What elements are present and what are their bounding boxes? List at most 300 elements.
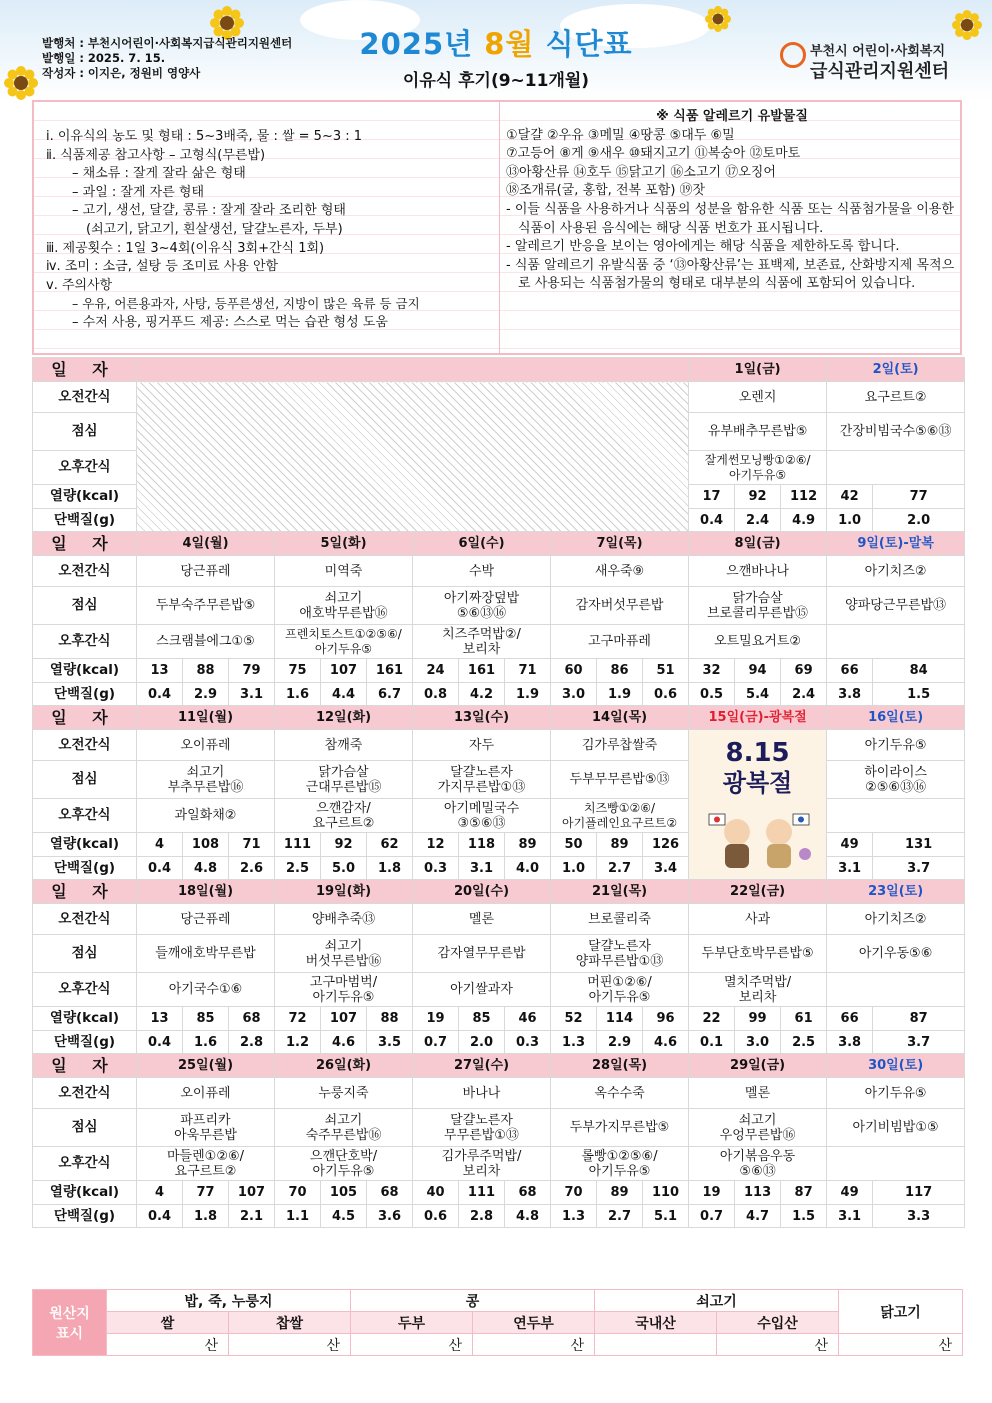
allergen-line: ⑬아황산류 ⑭호두 ⑮닭고기 ⑯소고기 ⑰오징어: [506, 164, 776, 180]
menu-lunch: 닭가슴살 브로콜리무른밥⑮: [689, 587, 827, 625]
row-label: 열량(kcal): [33, 1181, 137, 1205]
menu-pm: 머핀①②⑥/ 아기두유⑤: [551, 973, 689, 1007]
protein-value: 0.4: [137, 857, 183, 880]
menu-lunch: 쇠고기 버섯무른밥⑯: [275, 935, 413, 973]
origin-value: 산: [473, 1334, 595, 1356]
kcal-value: 107: [321, 659, 367, 683]
protein-value: 2.0: [873, 509, 965, 532]
kcal-value: 60: [551, 659, 597, 683]
kcal-value: 86: [597, 659, 643, 683]
protein-value: 2.8: [459, 1205, 505, 1228]
guide-line: – 과일 : 잘게 자른 형태: [72, 184, 205, 200]
protein-value: 3.8: [827, 1031, 873, 1054]
menu-row: [33, 556, 965, 587]
row-label: 오전간식: [33, 382, 137, 413]
menu-row: [33, 1147, 965, 1181]
menu-lunch: 달걀노른자 무무른밥①⑬: [413, 1109, 551, 1147]
origin-value: 산: [839, 1334, 963, 1356]
protein-value: 1.6: [275, 683, 321, 706]
info-panel: [32, 100, 962, 355]
menu-lunch: 닭가슴살 근대무른밥⑮: [275, 761, 413, 799]
kcal-value: 89: [597, 1181, 643, 1205]
allergen-note: - 이들 식품을 사용하거나 식품의 성분을 함유한 식품 또는 식품첨가물을 이용한 식품이 사용된 음식에는 해당 식품 번호가 표시됩니다.: [506, 201, 954, 236]
origin-title: 원산지: [49, 1305, 90, 1322]
row-label: 일 자: [33, 358, 137, 382]
menu-pm: 으깬감자/ 요구르트②: [275, 799, 413, 833]
kcal-value: 46: [505, 1007, 551, 1031]
day-date: 23일(토): [827, 880, 965, 904]
protein-value: 2.9: [183, 683, 229, 706]
protein-value: 4.8: [183, 857, 229, 880]
menu-pm: 잘게썬모닝빵①②⑥/ 아기두유⑤: [689, 451, 827, 485]
menu-row: [33, 1109, 965, 1147]
menu-am: 당근퓨레: [137, 556, 275, 587]
menu-lunch: 두부가지무른밥⑤: [551, 1109, 689, 1147]
protein-value: 1.8: [367, 857, 413, 880]
protein-value: 4.4: [321, 683, 367, 706]
issue-date: 발행일 : 2025. 7. 15.: [42, 51, 166, 65]
menu-row: [33, 683, 965, 706]
menu-pm: 치즈주먹밥②/ 보리차: [413, 625, 551, 659]
kcal-value: 118: [459, 833, 505, 857]
menu-row: [33, 1181, 965, 1205]
menu-lunch: 들깨애호박무른밥: [137, 935, 275, 973]
row-label: 오후간식: [33, 625, 137, 659]
kcal-value: 68: [367, 1181, 413, 1205]
guide-line: – 수저 사용, 핑거푸드 제공: 스스로 먹는 습관 형성 도움: [72, 314, 388, 330]
row-label: 열량(kcal): [33, 833, 137, 857]
publisher: 발행처 : 부천시어린이·사회복지급식관리지원센터: [42, 36, 293, 50]
menu-am: 아기치즈②: [827, 556, 965, 587]
day-date: 12일(화): [275, 706, 413, 730]
protein-value: 3.0: [551, 683, 597, 706]
menu-lunch: 감자버섯무른밥: [551, 587, 689, 625]
menu-am: 아기치즈②: [827, 904, 965, 935]
menu-pm: 스크램블에그①⑤: [137, 625, 275, 659]
menu-lunch: 쇠고기 부추무른밥⑯: [137, 761, 275, 799]
protein-value: 4.7: [735, 1205, 781, 1228]
kcal-value: 117: [873, 1181, 965, 1205]
kcal-value: 50: [551, 833, 597, 857]
origin-title: 표시: [55, 1325, 84, 1342]
menu-am: 새우죽⑨: [551, 556, 689, 587]
menu-row: [33, 625, 965, 659]
row-label: 오전간식: [33, 1078, 137, 1109]
protein-value: 2.8: [229, 1031, 275, 1054]
menu-lunch: 쇠고기 우엉무른밥⑯: [689, 1109, 827, 1147]
origin-value: 산: [229, 1334, 351, 1356]
protein-value: 3.1: [459, 857, 505, 880]
smile-logo-icon: [780, 42, 806, 68]
row-label: 오전간식: [33, 556, 137, 587]
org-name-line2: 급식관리지원센터: [810, 61, 950, 82]
row-label: 열량(kcal): [33, 485, 137, 509]
day-date: 7일(목): [551, 532, 689, 556]
origin-value: 산: [717, 1334, 839, 1356]
kcal-value: 107: [229, 1181, 275, 1205]
protein-value: 3.6: [367, 1205, 413, 1228]
guide-line: (쇠고기, 닭고기, 흰살생선, 달걀노른자, 두부): [86, 221, 343, 237]
holiday-illustration: [693, 737, 823, 870]
row-label: 열량(kcal): [33, 1007, 137, 1031]
menu-am: 바나나: [413, 1078, 551, 1109]
kcal-value: 75: [275, 659, 321, 683]
menu-pm: 치즈빵①②⑥/ 아기플레인요구르트②: [551, 799, 689, 833]
kcal-value: 161: [459, 659, 505, 683]
kcal-value: 131: [873, 833, 965, 857]
day-date: 15일(금)-광복절: [689, 706, 827, 730]
kcal-value: 110: [643, 1181, 689, 1205]
row-label: 점심: [33, 935, 137, 973]
kcal-value: 85: [459, 1007, 505, 1031]
kcal-value: 105: [321, 1181, 367, 1205]
menu-pm: [827, 1147, 965, 1181]
protein-value: 0.6: [413, 1205, 459, 1228]
menu-row: [33, 1078, 965, 1109]
guide-line: ⅳ. 조미 : 소금, 설탕 등 조미료 사용 안함: [46, 259, 279, 275]
day-date: 6일(수): [413, 532, 551, 556]
menu-pm: 프렌치토스트①②⑤⑥/ 아기두유⑤: [275, 625, 413, 659]
kcal-value: 52: [551, 1007, 597, 1031]
kcal-value: 68: [505, 1181, 551, 1205]
kcal-value: 161: [367, 659, 413, 683]
row-label: 점심: [33, 587, 137, 625]
kcal-value: 49: [827, 833, 873, 857]
day-date: 29일(금): [689, 1054, 827, 1078]
menu-am: 아기두유⑤: [827, 730, 965, 761]
kcal-value: 77: [873, 485, 965, 509]
row-label: 오후간식: [33, 973, 137, 1007]
kcal-value: 4: [137, 833, 183, 857]
row-label: 단백질(g): [33, 509, 137, 532]
row-label: 일 자: [33, 880, 137, 904]
menu-pm: 오트밀요거트②: [689, 625, 827, 659]
protein-value: 0.1: [689, 1031, 735, 1054]
origin-value: [595, 1334, 717, 1356]
kcal-value: 87: [781, 1181, 827, 1205]
protein-value: 4.9: [781, 509, 827, 532]
protein-value: 1.9: [505, 683, 551, 706]
org-name-line1: 부천시 어린이·사회복지: [810, 44, 946, 59]
menu-lunch: 간장비빔국수⑤⑥⑬: [827, 413, 965, 451]
allergen-note: - 알레르기 반응을 보이는 영아에게는 해당 식품을 제한하도록 합니다.: [506, 239, 900, 255]
day-date: 22일(금): [689, 880, 827, 904]
guide-line: ⅲ. 제공횟수 : 1일 3~4회(이유식 3회+간식 1회): [46, 240, 325, 256]
day-date: 21일(목): [551, 880, 689, 904]
protein-value: 1.6: [183, 1031, 229, 1054]
menu-row: [33, 659, 965, 683]
kcal-value: 87: [873, 1007, 965, 1031]
protein-value: 0.3: [413, 857, 459, 880]
author: 작성자 : 이지은, 정원비 영양사: [42, 66, 201, 80]
protein-value: 1.0: [827, 509, 873, 532]
kcal-value: 113: [735, 1181, 781, 1205]
protein-value: 1.0: [551, 857, 597, 880]
row-label: 단백질(g): [33, 1205, 137, 1228]
origin-group: 닭고기: [839, 1290, 963, 1334]
protein-value: 2.5: [781, 1031, 827, 1054]
date-row: [33, 880, 965, 904]
date-row: [33, 358, 965, 382]
protein-value: 2.6: [229, 857, 275, 880]
day-date: 8일(금): [689, 532, 827, 556]
row-label: 오전간식: [33, 904, 137, 935]
kcal-value: 40: [413, 1181, 459, 1205]
protein-value: 0.4: [137, 1031, 183, 1054]
guide-line: – 채소류 : 잘게 잘라 삶은 형태: [72, 166, 246, 182]
origin-group: 쇠고기: [595, 1290, 839, 1312]
origin-value: 산: [351, 1334, 473, 1356]
menu-lunch: 감자열무무른밥: [413, 935, 551, 973]
protein-value: 2.7: [597, 1205, 643, 1228]
menu-am: 옥수수죽: [551, 1078, 689, 1109]
guide-line: – 고기, 생선, 달걀, 콩류 : 잘게 잘라 조리한 형태: [72, 203, 346, 219]
guide-line: ⅴ. 주의사항: [46, 277, 113, 293]
protein-value: 2.4: [781, 683, 827, 706]
day-date: 2일(토): [827, 358, 965, 382]
origin-value: 산: [107, 1334, 229, 1356]
menu-lunch: 두부단호박무른밥⑤: [689, 935, 827, 973]
menu-am: 요구르트②: [827, 382, 965, 413]
menu-lunch: 쇠고기 애호박무른밥⑯: [275, 587, 413, 625]
protein-value: 1.5: [873, 683, 965, 706]
day-date: 1일(금): [689, 358, 827, 382]
empty-hatch: [137, 382, 689, 532]
title-month: 8월: [484, 27, 535, 61]
protein-value: 1.9: [597, 683, 643, 706]
menu-lunch: 아기짜장덮밥 ⑤⑥⑬⑯: [413, 587, 551, 625]
protein-value: 3.1: [827, 857, 873, 880]
kcal-value: 42: [827, 485, 873, 509]
date-row: [33, 532, 965, 556]
protein-value: 3.5: [367, 1031, 413, 1054]
protein-value: 5.4: [735, 683, 781, 706]
menu-row: [33, 1205, 965, 1228]
menu-pm: 김가루주먹밥/ 보리차: [413, 1147, 551, 1181]
menu-am: 멜론: [413, 904, 551, 935]
guide-line: ⅰ. 이유식의 농도 및 형태 : 5~3배죽, 물 : 쌀 = 5~3 : 1: [46, 129, 363, 144]
protein-value: 0.4: [137, 1205, 183, 1228]
day-date: 18일(월): [137, 880, 275, 904]
day-date: 9일(토)-말복: [827, 532, 965, 556]
kcal-value: 111: [459, 1181, 505, 1205]
protein-value: 0.6: [643, 683, 689, 706]
allergen-line: ①달걀 ②우유 ③메밀 ④땅콩 ⑤대두 ⑥밀: [506, 127, 735, 143]
protein-value: 2.1: [229, 1205, 275, 1228]
protein-value: 4.2: [459, 683, 505, 706]
day-date: 4일(월): [137, 532, 275, 556]
kcal-value: 88: [367, 1007, 413, 1031]
protein-value: 6.7: [367, 683, 413, 706]
protein-value: 1.2: [275, 1031, 321, 1054]
day-date: 28일(목): [551, 1054, 689, 1078]
menu-am: 양배추죽⑬: [275, 904, 413, 935]
day-date: 5일(화): [275, 532, 413, 556]
day-date: 20일(수): [413, 880, 551, 904]
protein-value: 1.5: [781, 1205, 827, 1228]
menu-row: [33, 1031, 965, 1054]
holiday-cell: [689, 730, 827, 880]
row-label: 일 자: [33, 1054, 137, 1078]
kcal-value: 13: [137, 659, 183, 683]
day-date: 19일(화): [275, 880, 413, 904]
row-label: 열량(kcal): [33, 659, 137, 683]
menu-am: 미역죽: [275, 556, 413, 587]
kcal-value: 17: [689, 485, 735, 509]
protein-value: 0.4: [137, 683, 183, 706]
kcal-value: 68: [229, 1007, 275, 1031]
row-label: 오전간식: [33, 730, 137, 761]
menu-am: 아기두유⑤: [827, 1078, 965, 1109]
kcal-value: 94: [735, 659, 781, 683]
protein-value: 5.0: [321, 857, 367, 880]
kcal-value: 79: [229, 659, 275, 683]
menu-lunch: 쇠고기 숙주무른밥⑯: [275, 1109, 413, 1147]
kcal-value: 66: [827, 659, 873, 683]
kcal-value: 72: [275, 1007, 321, 1031]
protein-value: 5.1: [643, 1205, 689, 1228]
kcal-value: 12: [413, 833, 459, 857]
protein-value: 2.4: [735, 509, 781, 532]
row-label: 오후간식: [33, 799, 137, 833]
kcal-value: 4: [137, 1181, 183, 1205]
row-label: 점심: [33, 413, 137, 451]
menu-pm: 아기국수①⑥: [137, 973, 275, 1007]
kcal-value: 22: [689, 1007, 735, 1031]
day-date: 27일(수): [413, 1054, 551, 1078]
kcal-value: 111: [275, 833, 321, 857]
origin-item: 연두부: [473, 1312, 595, 1334]
origin-item: 찹쌀: [229, 1312, 351, 1334]
menu-pm: 과일화채②: [137, 799, 275, 833]
menu-lunch: 파프리카 아욱무른밥: [137, 1109, 275, 1147]
menu-am: 으깬바나나: [689, 556, 827, 587]
protein-value: 4.6: [643, 1031, 689, 1054]
kcal-value: 49: [827, 1181, 873, 1205]
origin-label: [33, 1290, 107, 1356]
protein-value: 1.8: [183, 1205, 229, 1228]
menu-row: [33, 973, 965, 1007]
protein-value: 3.7: [873, 1031, 965, 1054]
origin-group: 밥, 죽, 누룽지: [107, 1290, 351, 1312]
row-label: 점심: [33, 761, 137, 799]
protein-value: 2.0: [459, 1031, 505, 1054]
kcal-value: 24: [413, 659, 459, 683]
kcal-value: 89: [505, 833, 551, 857]
date-row: [33, 1054, 965, 1078]
protein-value: 1.3: [551, 1205, 597, 1228]
origin-item: 국내산: [595, 1312, 717, 1334]
menu-pm: 아기볶음우동 ⑤⑥⑬: [689, 1147, 827, 1181]
menu-row: [33, 1007, 965, 1031]
protein-value: 2.9: [597, 1031, 643, 1054]
kcal-value: 92: [321, 833, 367, 857]
protein-value: 4.8: [505, 1205, 551, 1228]
menu-am: 오이퓨레: [137, 1078, 275, 1109]
row-label: 일 자: [33, 532, 137, 556]
row-label: 단백질(g): [33, 857, 137, 880]
menu-row: [33, 935, 965, 973]
kcal-value: 99: [735, 1007, 781, 1031]
feeding-guidelines: [46, 128, 501, 333]
row-label: 오후간식: [33, 1147, 137, 1181]
protein-value: 1.3: [551, 1031, 597, 1054]
origin-item: 쌀: [107, 1312, 229, 1334]
menu-table: [32, 357, 965, 1228]
menu-am: 누룽지죽: [275, 1078, 413, 1109]
kcal-value: 84: [873, 659, 965, 683]
menu-am: 당근퓨레: [137, 904, 275, 935]
row-label: 점심: [33, 1109, 137, 1147]
protein-value: 2.7: [597, 857, 643, 880]
kcal-value: 77: [183, 1181, 229, 1205]
menu-am: 사과: [689, 904, 827, 935]
menu-pm: 멸치주먹밥/ 보리차: [689, 973, 827, 1007]
protein-value: 0.7: [689, 1205, 735, 1228]
menu-lunch: 달걀노른자 양파무른밥①⑬: [551, 935, 689, 973]
protein-value: 3.4: [643, 857, 689, 880]
holiday-number: 8.15: [725, 737, 790, 768]
kcal-value: 71: [229, 833, 275, 857]
menu-pm: 고구마퓨레: [551, 625, 689, 659]
menu-pm: 아기쌀과자: [413, 973, 551, 1007]
protein-value: 0.4: [689, 509, 735, 532]
page-subtitle: 이유식 후기(9~11개월): [402, 71, 590, 91]
kcal-value: 92: [735, 485, 781, 509]
menu-pm: 아기메밀국수 ③⑤⑥⑬: [413, 799, 551, 833]
menu-pm: 마들렌①②⑥/ 요구르트②: [137, 1147, 275, 1181]
guide-line: ⅱ. 식품제공 참고사항 – 고형식(무른밥): [46, 147, 266, 163]
kcal-value: 19: [689, 1181, 735, 1205]
protein-value: 4.0: [505, 857, 551, 880]
allergen-line: ⑱조개류(굴, 홍합, 전복 포함) ⑲잣: [506, 183, 706, 199]
menu-row: [33, 904, 965, 935]
menu-lunch: 달걀노른자 가지무른밥①⑬: [413, 761, 551, 799]
origin-group: 콩: [351, 1290, 595, 1312]
allergen-line: ⑦고등어 ⑧게 ⑨새우 ⑩돼지고기 ⑪복숭아 ⑫토마토: [506, 146, 801, 162]
kcal-value: 112: [781, 485, 827, 509]
menu-row: [33, 730, 965, 761]
date-blank: [137, 358, 689, 382]
kcal-value: 70: [275, 1181, 321, 1205]
protein-value: 3.3: [873, 1205, 965, 1228]
allergen-title: ※ 식품 알레르기 유발물질: [656, 109, 808, 124]
protein-value: 3.0: [735, 1031, 781, 1054]
kcal-value: 71: [505, 659, 551, 683]
origin-table: [32, 1289, 963, 1356]
menu-am: 김가루찹쌀죽: [551, 730, 689, 761]
kcal-value: 108: [183, 833, 229, 857]
menu-am: 오이퓨레: [137, 730, 275, 761]
protein-value: 4.6: [321, 1031, 367, 1054]
kcal-value: 107: [321, 1007, 367, 1031]
menu-lunch: 두부숙주무른밥⑤: [137, 587, 275, 625]
kcal-value: 61: [781, 1007, 827, 1031]
kcal-value: 62: [367, 833, 413, 857]
protein-value: 0.7: [413, 1031, 459, 1054]
title-prefix: 2025년: [359, 27, 485, 61]
menu-lunch: 양파당근무른밥⑬: [827, 587, 965, 625]
protein-value: 2.5: [275, 857, 321, 880]
kcal-value: 19: [413, 1007, 459, 1031]
day-date: 26일(화): [275, 1054, 413, 1078]
day-date: 30일(토): [827, 1054, 965, 1078]
allergen-info: [506, 108, 958, 294]
kcal-value: 85: [183, 1007, 229, 1031]
day-date: 25일(월): [137, 1054, 275, 1078]
day-date: 16일(토): [827, 706, 965, 730]
origin-item: 수입산: [717, 1312, 839, 1334]
